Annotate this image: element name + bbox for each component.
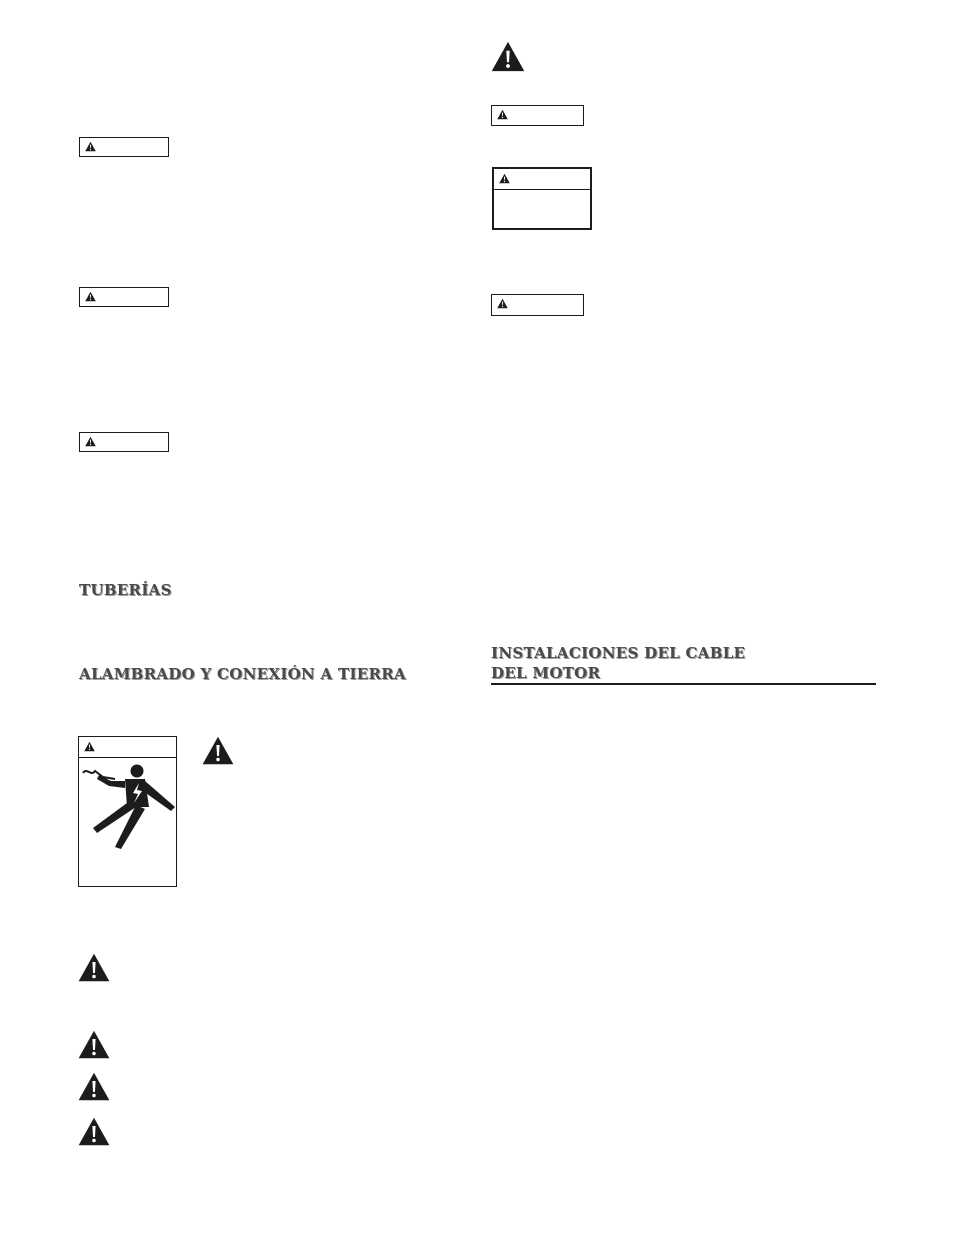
shock-hazard-label [78, 736, 177, 887]
warning-triangle-icon [78, 1072, 110, 1101]
section-heading-instalaciones-line1: INSTALACIONES DEL CABLE [491, 644, 746, 662]
heading-rule [491, 683, 876, 685]
warning-triangle-icon [78, 953, 110, 982]
electric-shock-hazard-icon [81, 761, 175, 851]
warning-triangle-icon [85, 291, 96, 302]
section-heading-instalaciones-line2: DEL MOTOR [491, 664, 601, 682]
warning-triangle-icon [78, 1117, 110, 1146]
warning-label-box [491, 105, 584, 126]
warning-label-box [491, 294, 584, 316]
warning-triangle-icon [85, 141, 96, 152]
warning-label-box [79, 137, 169, 157]
warning-label-box-large [492, 167, 592, 230]
warning-triangle-icon [499, 173, 510, 184]
label-divider [79, 757, 176, 758]
warning-triangle-icon [84, 741, 95, 752]
section-heading-alambrado: ALAMBRADO Y CONEXIÓN A TIERRA [79, 665, 406, 683]
warning-label-box [79, 432, 169, 452]
warning-triangle-icon [491, 41, 525, 72]
warning-triangle-icon [497, 298, 508, 309]
warning-triangle-icon [78, 1030, 110, 1059]
warning-label-box [79, 287, 169, 307]
section-heading-tuberias: TUBERÍAS [79, 581, 172, 599]
warning-triangle-icon [497, 109, 508, 120]
label-divider [494, 189, 590, 190]
warning-triangle-icon [85, 436, 96, 447]
warning-triangle-icon [202, 736, 234, 765]
